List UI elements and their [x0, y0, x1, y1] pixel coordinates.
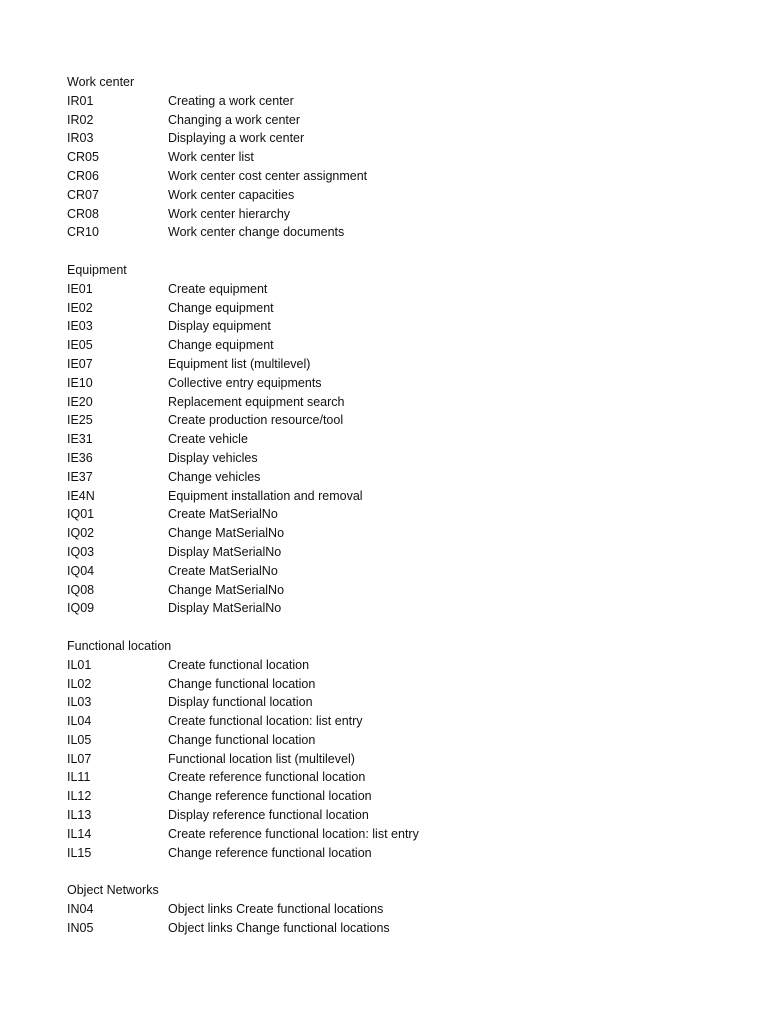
transaction-code: CR08	[67, 206, 99, 221]
transaction-row	[67, 355, 747, 374]
transaction-description: Change functional location	[168, 732, 316, 747]
transaction-description: Work center change documents	[168, 225, 345, 240]
transaction-sections	[67, 73, 747, 938]
transaction-row	[67, 205, 747, 224]
section-title: Functional location	[67, 638, 172, 653]
transaction-description: Display vehicles	[168, 450, 258, 465]
section	[67, 637, 747, 863]
transaction-description: Creating a work center	[168, 93, 294, 108]
transaction-code: IL13	[67, 808, 92, 823]
transaction-code: IL11	[67, 770, 91, 785]
transaction-row	[67, 336, 747, 355]
section-title: Equipment	[67, 262, 127, 277]
transaction-row	[67, 92, 747, 111]
transaction-description: Display reference functional location	[168, 808, 369, 823]
section-title: Object Networks	[67, 883, 159, 898]
transaction-row	[67, 768, 747, 787]
transaction-row	[67, 505, 747, 524]
transaction-description: Display MatSerialNo	[168, 544, 282, 559]
transaction-row	[67, 223, 747, 242]
section	[67, 881, 747, 937]
transaction-description: Change equipment	[168, 300, 274, 315]
transaction-row	[67, 148, 747, 167]
transaction-code: IL12	[67, 789, 92, 804]
transaction-row	[67, 581, 747, 600]
transaction-code: CR10	[67, 225, 99, 240]
transaction-row	[67, 656, 747, 675]
transaction-code: IQ01	[67, 507, 95, 522]
transaction-row	[67, 487, 747, 506]
transaction-row	[67, 693, 747, 712]
transaction-code: IL02	[67, 676, 92, 691]
transaction-description: Equipment installation and removal	[168, 488, 363, 503]
transaction-code: IE25	[67, 413, 93, 428]
transaction-description: Replacement equipment search	[168, 394, 345, 409]
transaction-description: Create production resource/tool	[168, 413, 344, 428]
transaction-row	[67, 468, 747, 487]
transaction-row	[67, 280, 747, 299]
transaction-description: Create MatSerialNo	[168, 507, 278, 522]
transaction-description: Create MatSerialNo	[168, 563, 278, 578]
transaction-code: CR06	[67, 168, 99, 183]
transaction-code: IQ03	[67, 544, 95, 559]
transaction-row	[67, 825, 747, 844]
transaction-code: IE20	[67, 394, 93, 409]
transaction-description: Object links Change functional locations	[168, 920, 390, 935]
transaction-description: Work center capacities	[168, 187, 295, 202]
transaction-code: IR03	[67, 131, 94, 146]
transaction-description: Change equipment	[168, 338, 274, 353]
transaction-code: CR07	[67, 187, 99, 202]
transaction-code: IQ02	[67, 526, 95, 541]
transaction-row	[67, 787, 747, 806]
transaction-row	[67, 374, 747, 393]
transaction-description: Create equipment	[168, 281, 268, 296]
transaction-row	[67, 919, 747, 938]
transaction-row	[67, 430, 747, 449]
transaction-code: IE07	[67, 356, 93, 371]
transaction-description: Create reference functional location: list entry	[168, 826, 419, 841]
section-title: Work center	[67, 75, 135, 89]
transaction-row	[67, 129, 747, 148]
transaction-code: CR05	[67, 150, 99, 165]
transaction-code: IE37	[67, 469, 93, 484]
transaction-row	[67, 806, 747, 825]
transaction-description: Create vehicle	[168, 432, 248, 447]
transaction-code: IL05	[67, 732, 92, 747]
transaction-description: Change MatSerialNo	[168, 526, 285, 541]
transaction-description: Change reference functional location	[168, 789, 372, 804]
transaction-description: Work center list	[168, 150, 254, 165]
transaction-code: IQ08	[67, 582, 95, 597]
transaction-code: IR01	[67, 93, 94, 108]
transaction-description: Change vehicles	[168, 469, 261, 484]
transaction-row	[67, 299, 747, 318]
transaction-description: Create functional location: list entry	[168, 714, 363, 729]
transaction-row	[67, 186, 747, 205]
transaction-row	[67, 411, 747, 430]
transaction-code: IQ09	[67, 601, 95, 616]
transaction-row	[67, 562, 747, 581]
transaction-row	[67, 675, 747, 694]
transaction-description: Equipment list (multilevel)	[168, 356, 311, 371]
transaction-code: IN05	[67, 920, 94, 935]
transaction-description: Change MatSerialNo	[168, 582, 285, 597]
transaction-code: IL15	[67, 845, 92, 860]
transaction-row	[67, 599, 747, 618]
transaction-description: Displaying a work center	[168, 131, 305, 146]
transaction-code: IE31	[67, 432, 93, 447]
transaction-row	[67, 111, 747, 130]
transaction-code: IL04	[67, 714, 92, 729]
transaction-row	[67, 731, 747, 750]
transaction-code: IN04	[67, 902, 94, 917]
transaction-description: Changing a work center	[168, 112, 301, 127]
transaction-description: Change reference functional location	[168, 845, 372, 860]
transaction-row	[67, 317, 747, 336]
transaction-row	[67, 543, 747, 562]
transaction-code: IE10	[67, 375, 93, 390]
transaction-code: IE03	[67, 319, 93, 334]
transaction-row	[67, 900, 747, 919]
transaction-code: IE4N	[67, 488, 95, 503]
transaction-row	[67, 750, 747, 769]
transaction-code: IL01	[67, 657, 92, 672]
transaction-description: Work center cost center assignment	[168, 168, 368, 183]
transaction-code: IE05	[67, 338, 93, 353]
transaction-row	[67, 167, 747, 186]
transaction-description: Display functional location	[168, 695, 313, 710]
transaction-code: IE01	[67, 281, 93, 296]
transaction-description: Create functional location	[168, 657, 310, 672]
transaction-code: IQ04	[67, 563, 95, 578]
transaction-description: Work center hierarchy	[168, 206, 291, 221]
transaction-row	[67, 844, 747, 863]
transaction-row	[67, 712, 747, 731]
transaction-row	[67, 524, 747, 543]
section	[67, 261, 747, 618]
section	[67, 73, 747, 242]
transaction-code: IR02	[67, 112, 94, 127]
transaction-code: IE02	[67, 300, 93, 315]
transaction-description: Create reference functional location	[168, 770, 366, 785]
document-page	[67, 73, 747, 956]
transaction-row	[67, 449, 747, 468]
transaction-description: Object links Create functional locations	[168, 902, 384, 917]
transaction-code: IL14	[67, 826, 92, 841]
transaction-description: Change functional location	[168, 676, 316, 691]
transaction-description: Functional location list (multilevel)	[168, 751, 355, 766]
transaction-code: IL07	[67, 751, 92, 766]
transaction-description: Display equipment	[168, 319, 271, 334]
transaction-code: IL03	[67, 695, 92, 710]
transaction-description: Collective entry equipments	[168, 375, 322, 390]
transaction-description: Display MatSerialNo	[168, 601, 282, 616]
transaction-row	[67, 393, 747, 412]
transaction-code: IE36	[67, 450, 93, 465]
